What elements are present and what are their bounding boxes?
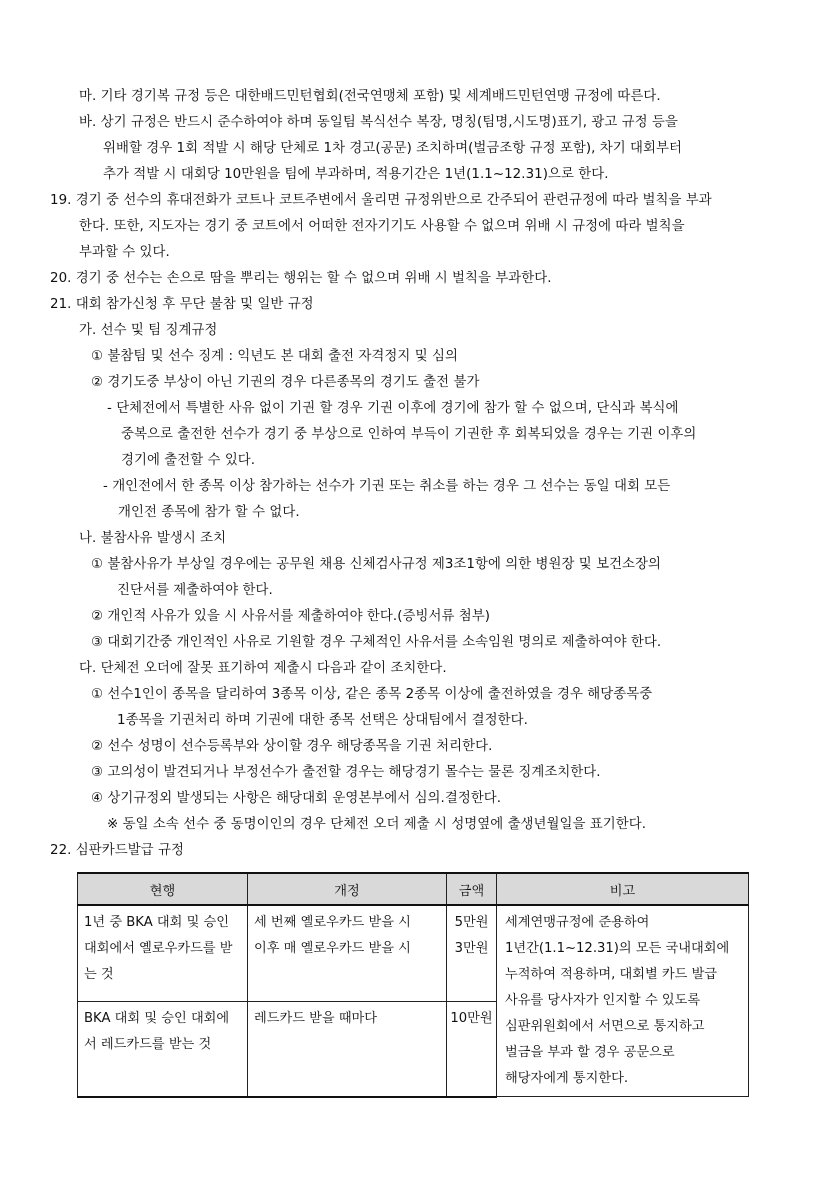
clause-21-na-1: ① 불참사유가 부상일 경우에는 공무원 채용 신체검사규정 제3조1항에 의한 병원장 및 보건소장의 xyxy=(91,557,662,572)
clause-21-note: ※ 동일 소속 선수 중 동명이인의 경우 단체전 오더 제출 시 성명옆에 출생년월일을 표기한다. xyxy=(107,817,647,832)
cell-text: 심판위원회에서 서면으로 통지하고 xyxy=(505,1019,705,1034)
clause-22: 22. 심판카드발급 규정 xyxy=(50,843,184,858)
cell-text: 3만원 xyxy=(454,941,489,956)
clause-21: 21. 대회 참가신청 후 무단 불참 및 일반 규정 xyxy=(50,297,314,312)
cell-text: 1년간(1.1~12.31)의 모든 국내대회에 xyxy=(505,941,730,956)
clause-21-ga-2-dash-cont: 경기에 출전할 수 있다. xyxy=(121,453,256,468)
clause-21-da-1: ① 선수1인이 종목을 달리하여 3종목 이상, 같은 종목 2종목 이상에 출전하였을 경우 해당종목중 xyxy=(91,687,653,702)
cell-text: 벌금을 부과 할 경우 공문으로 xyxy=(505,1045,675,1060)
column-header-current: 현행 xyxy=(78,873,248,905)
card-penalty-table xyxy=(77,872,749,1098)
column-header-note: 비고 xyxy=(497,873,749,905)
clause-ba: 바. 상기 규정은 반드시 준수하여야 하며 동일팀 복식선수 복장, 명칭(팀명,시도명)표기, 광고 규정 등을 xyxy=(79,115,678,130)
clause-21-ga-2: ② 경기도중 부상이 아닌 기권의 경우 다른종목의 경기도 출전 불가 xyxy=(91,375,480,390)
clause-21-ga-1: ① 불참팀 및 선수 징계 : 익년도 본 대회 출전 자격정지 및 심의 xyxy=(91,349,458,364)
cell-text: 5만원 xyxy=(454,915,489,930)
clause-21-na-1-cont: 진단서를 제출하여야 한다. xyxy=(117,583,273,598)
clause-ba-cont: 추가 적발 시 대회당 10만원을 팀에 부과하며, 적용기간은 1년(1.1~12.31)으로 한다. xyxy=(103,167,609,182)
clause-ba-cont: 위배할 경우 1회 적발 시 해당 단체로 1차 경고(공문) 조치하며(벌금조항 규정 포함), 차기 대회부터 xyxy=(103,141,682,156)
clause-19-cont: 한다. 또한, 지도자는 경기 중 코트에서 어떠한 전자기기도 사용할 수 없으며 위배 시 규정에 따라 벌칙을 xyxy=(79,219,685,234)
clause-21-na: 나. 불참사유 발생시 조치 xyxy=(79,531,227,546)
clause-21-da-2: ② 선수 성명이 선수등록부와 상이할 경우 해당종목을 기권 처리한다. xyxy=(91,739,493,754)
clause-21-ga-2-dash: - 개인전에서 한 종목 이상 참가하는 선수가 기권 또는 취소를 하는 경우 그 선수는 동일 대회 모든 xyxy=(103,479,671,494)
clause-ma: 마. 기타 경기복 규정 등은 대한배드민턴협회(전국연맹체 포함) 및 세계배드민턴연맹 규정에 따른다. xyxy=(79,89,661,104)
table-header-row xyxy=(78,873,749,905)
cell-current-red xyxy=(78,1002,248,1097)
clause-21-da-1-cont: 1종목을 기권처리 하며 기권에 대한 종목 선택은 상대팀에서 결정한다. xyxy=(117,713,528,728)
clause-21-ga-2-dash-cont: 개인전 종목에 참가 할 수 없다. xyxy=(118,505,300,520)
table-row xyxy=(78,905,749,1002)
cell-current-yellow xyxy=(78,905,248,1002)
cell-amount-red xyxy=(447,1002,497,1097)
clause-21-na-3: ③ 대회기간중 개인적인 사유로 기원할 경우 구체적인 사유서를 소속임원 명의로 제출하여야 한다. xyxy=(91,635,662,650)
cell-text: BKA 대회 및 승인 대회에 xyxy=(84,1011,230,1027)
cell-text: 세 번째 옐로우카드 받을 시 xyxy=(254,915,411,930)
cell-amount-yellow xyxy=(447,905,497,1002)
cell-note xyxy=(497,905,749,1097)
column-header-revised: 개정 xyxy=(248,873,447,905)
cell-revised-red xyxy=(248,1002,447,1097)
clause-21-ga-2-dash-cont: 중복으로 출전한 선수가 경기 중 부상으로 인하여 부득이 기권한 후 회복되었을 경우는 기권 이후의 xyxy=(121,427,697,442)
clause-21-da-4: ④ 상기규정외 발생되는 사항은 해당대회 운영본부에서 심의.결정한다. xyxy=(91,791,502,806)
cell-text: 는 것 xyxy=(84,967,114,982)
cell-text: 사유를 당사자가 인지할 수 있도록 xyxy=(505,993,701,1008)
cell-text: 서 레드카드를 받는 것 xyxy=(84,1037,212,1053)
cell-text: 10만원 xyxy=(450,1011,493,1027)
cell-text: 레드카드 받을 때마다 xyxy=(254,1011,378,1027)
cell-text: 대회에서 옐로우카드를 받 xyxy=(84,941,233,956)
clause-21-ga: 가. 선수 및 팀 징계규정 xyxy=(79,323,218,338)
clause-20: 20. 경기 중 선수는 손으로 땀을 뿌리는 행위는 할 수 없으며 위배 시 벌칙을 부과한다. xyxy=(50,271,552,286)
cell-text: 세계연맹규정에 준용하여 xyxy=(505,915,650,930)
cell-text: 누적하여 적용하며, 대회별 카드 발급 xyxy=(505,967,718,982)
cell-text: 이후 매 옐로우카드 받을 시 xyxy=(254,941,411,956)
column-header-amount: 금액 xyxy=(447,873,497,905)
clause-21-na-2: ② 개인적 사유가 있을 시 사유서를 제출하여야 한다.(증빙서류 첨부) xyxy=(91,609,490,624)
clause-21-da: 다. 단체전 오더에 잘못 표기하여 제출시 다음과 같이 조치한다. xyxy=(79,661,447,676)
cell-text: 해당자에게 통지한다. xyxy=(505,1071,629,1086)
cell-text: 1년 중 BKA 대회 및 승인 xyxy=(84,915,230,930)
clause-21-ga-2-dash: - 단체전에서 특별한 사유 없이 기권 할 경우 기권 이후에 경기에 참가 할 수 없으며, 단식과 복식에 xyxy=(107,401,679,416)
clause-21-da-3: ③ 고의성이 발견되거나 부정선수가 출전할 경우는 해당경기 몰수는 물론 징계조치한다. xyxy=(91,765,601,780)
cell-revised-yellow xyxy=(248,905,447,1002)
clause-19: 19. 경기 중 선수의 휴대전화가 코트나 코트주변에서 울리면 규정위반으로 간주되어 관련규정에 따라 벌칙을 부과 xyxy=(50,193,712,208)
clause-19-cont: 부과할 수 있다. xyxy=(79,245,170,260)
